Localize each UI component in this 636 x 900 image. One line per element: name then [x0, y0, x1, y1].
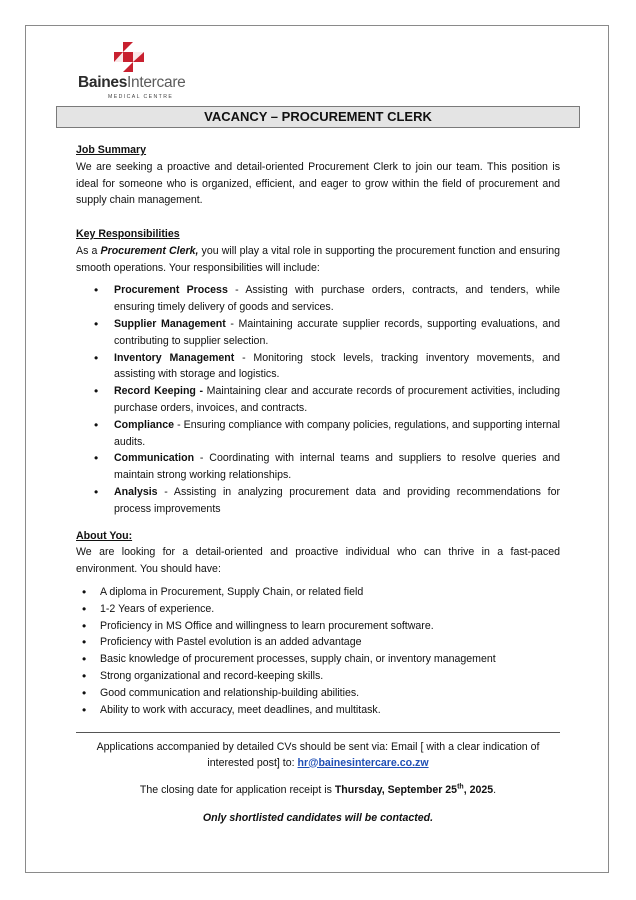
application-footer [76, 740, 560, 826]
footer-divider [76, 732, 560, 733]
list-item: • Record Keeping - Maintaining clear and accurate records of procurement activities, including purchase orders, invoices, and contracts. [76, 383, 560, 417]
list-item: • Good communication and relationship-building abilities. [76, 685, 560, 702]
list-item: • Communication - Coordinating with internal teams and suppliers to resolve queries and maintain strong working relationships. [76, 450, 560, 484]
shortlist-note: Only shortlisted candidates will be contacted. [202, 811, 434, 824]
list-item: • Proficiency with Pastel evolution is an added advantage [76, 634, 560, 651]
requirements-list [76, 584, 560, 718]
list-item: • A diploma in Procurement, Supply Chain, or related field [76, 584, 560, 601]
medical-cross-icon [112, 40, 146, 74]
document-body [76, 142, 560, 718]
list-item: • Compliance - Ensuring compliance with company policies, regulations, and supporting internal audits. [76, 417, 560, 451]
list-item: • Basic knowledge of procurement processes, supply chain, or inventory management [76, 651, 560, 668]
responsibilities-list [76, 282, 560, 517]
key-responsibilities-heading: Key Responsibilities [76, 227, 180, 240]
job-summary-heading: Job Summary [76, 144, 147, 156]
company-logo [78, 40, 188, 104]
closing-date: The closing date for application receipt is Thursday, September 25th, 2025. [139, 783, 497, 796]
email-link[interactable]: hr@bainesintercare.co.zw [297, 756, 429, 769]
logo-subtitle: MEDICAL CENTRE [108, 94, 174, 100]
list-item: • Inventory Management - Monitoring stock levels, tracking inventory movements, and assisting with storage and logistics. [76, 350, 560, 384]
list-item: • Procurement Process - Assisting with purchase orders, contracts, and tenders, while ensuring timely delivery of goods and services. [76, 282, 560, 316]
list-item: • Analysis - Assisting in analyzing procurement data and providing recommendations for process improvements [76, 484, 560, 518]
logo-name-light: Intercare [127, 74, 186, 91]
list-item: • Strong organizational and record-keeping skills. [76, 668, 560, 685]
list-item: • Proficiency in MS Office and willingness to learn procurement software. [76, 618, 560, 635]
responsibilities-intro: As a Procurement Clerk, you will play a vital role in supporting the procurement function and ensuring smooth operations. Your responsibilities will include: [76, 244, 561, 274]
list-item: • 1-2 Years of experience. [76, 601, 560, 618]
list-item: • Supplier Management - Maintaining accurate supplier records, supporting evaluations, and contributing to supplier selection. [76, 316, 560, 350]
logo-wordmark [78, 74, 186, 92]
application-instructions: Applications accompanied by detailed CVs should be sent via: Email [ with a clear indication of interested post] to: hr@bainesintercare.co.zw [96, 741, 540, 769]
about-you-intro: We are looking for a detail-oriented and proactive individual who can thrive in a fast-paced environment. You should have: [76, 546, 560, 576]
about-you-heading: About You: [76, 529, 133, 542]
job-summary-text: We are seeking a proactive and detail-oriented Procurement Clerk to join our team. This position is ideal for someone who is organized, efficient, and eager to grow within the field of procurement and supply chain management. [76, 160, 560, 207]
list-item: • Ability to work with accuracy, meet deadlines, and multitask. [76, 702, 560, 719]
logo-name-bold: Baines [78, 74, 128, 91]
vacancy-title: VACANCY – PROCUREMENT CLERK [56, 106, 580, 128]
